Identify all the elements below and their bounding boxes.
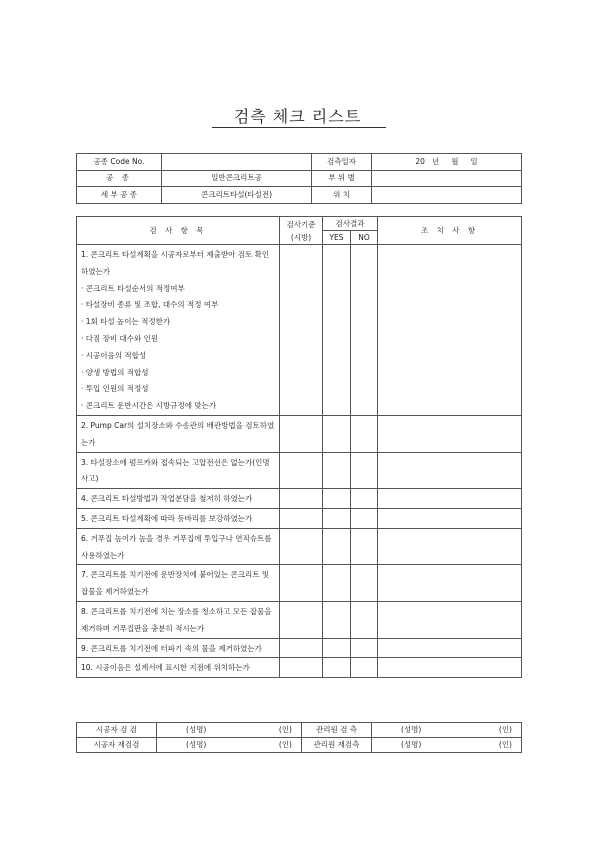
item-line: 1. 콘크리트 타설계획을 시공자로부터 제출받아 검토 확인하였는가 xyxy=(81,250,270,276)
yes-cell[interactable] xyxy=(323,565,351,602)
table-row xyxy=(77,245,522,416)
item-line: · 콘크리트 타설순서의 적정여부 xyxy=(81,283,185,293)
table-row xyxy=(77,508,522,528)
action-cell[interactable] xyxy=(378,658,522,678)
date-year: 20 xyxy=(415,156,425,166)
no-cell[interactable] xyxy=(351,489,378,509)
action-cell[interactable] xyxy=(378,601,522,638)
item-line: · 타설장비 종류 및 조합, 대수의 적정 여부 xyxy=(81,300,219,310)
location-label: 위 치 xyxy=(312,187,372,204)
sign-table xyxy=(76,722,522,753)
name-label: (성명) xyxy=(401,725,422,734)
yes-cell[interactable] xyxy=(323,508,351,528)
no-cell[interactable] xyxy=(351,452,378,489)
action-cell[interactable] xyxy=(378,638,522,658)
criteria-cell[interactable] xyxy=(280,601,323,638)
table-row xyxy=(77,415,522,452)
item-line: · 시공이음의 적합성 xyxy=(81,350,147,360)
header-result: 검사결과 xyxy=(323,217,378,231)
no-cell[interactable] xyxy=(351,415,378,452)
no-cell[interactable] xyxy=(351,601,378,638)
header-criteria-line1: 검사기준 xyxy=(286,219,316,229)
supervisor-reinspect-label: 관리원 재검측 xyxy=(302,738,372,753)
yes-cell[interactable] xyxy=(323,658,351,678)
no-cell[interactable] xyxy=(351,658,378,678)
action-cell[interactable] xyxy=(378,508,522,528)
work-value: 일반콘크리트공 xyxy=(162,170,312,187)
yes-cell[interactable] xyxy=(323,415,351,452)
criteria-cell[interactable] xyxy=(280,245,323,416)
criteria-cell[interactable] xyxy=(280,489,323,509)
date-value[interactable] xyxy=(372,154,522,171)
stamp-label: (인) xyxy=(498,740,512,749)
criteria-cell[interactable] xyxy=(280,508,323,528)
item-line: 6. 거푸집 높이가 높을 경우 거푸집에 투입구나 연직슈트를 사용하였는가 xyxy=(81,533,272,560)
header-yes: YES xyxy=(323,231,351,245)
stamp-label: (인) xyxy=(498,725,512,734)
supervisor-reinspect-sign[interactable] xyxy=(372,738,522,753)
detail-value: 콘크리트타설(타설전) xyxy=(162,187,312,204)
yes-cell[interactable] xyxy=(323,245,351,416)
action-cell[interactable] xyxy=(378,452,522,489)
action-cell[interactable] xyxy=(378,528,522,565)
no-cell[interactable] xyxy=(351,245,378,416)
action-cell[interactable] xyxy=(378,245,522,416)
table-row xyxy=(77,452,522,489)
header-criteria-line2: (시방) xyxy=(290,232,312,242)
item-line: 8. 콘크리트를 치기전에 치는 장소를 청소하고 모든 잡물을 제거하며 거푸집판을 충분히 적시는가 xyxy=(81,606,272,633)
supervisor-inspect-label: 관리원 검 측 xyxy=(302,723,372,738)
work-label: 공 종 xyxy=(77,170,162,187)
header-items: 검 사 항 목 xyxy=(77,217,280,245)
item-line: 10. 시공이음은 설계서에 표시한 지점에 위치하는가 xyxy=(81,663,250,673)
criteria-cell[interactable] xyxy=(280,658,323,678)
criteria-cell[interactable] xyxy=(280,565,323,602)
item-text xyxy=(77,415,280,452)
name-label: (성명) xyxy=(401,740,422,749)
item-text xyxy=(77,528,280,565)
item-text xyxy=(77,638,280,658)
code-value[interactable] xyxy=(162,154,312,171)
item-text xyxy=(77,489,280,509)
date-year-unit: 년 xyxy=(432,156,440,166)
item-text xyxy=(77,658,280,678)
page-title: 검측 체크 리스트 xyxy=(233,107,362,126)
name-label: (성명) xyxy=(186,725,207,734)
date-label: 검측일자 xyxy=(312,154,372,171)
part-value[interactable] xyxy=(372,170,522,187)
criteria-cell[interactable] xyxy=(280,415,323,452)
item-line: 3. 타설장소에 펌프카와 접속되는 고압전선은 없는가(인명사고) xyxy=(81,457,270,484)
criteria-cell[interactable] xyxy=(280,452,323,489)
table-row xyxy=(77,638,522,658)
item-line: 2. Pump Car의 설치장소와 수송관의 배관방법을 검토하였는가 xyxy=(81,420,275,447)
contractor-inspect-sign[interactable] xyxy=(157,723,302,738)
contractor-reinspect-sign[interactable] xyxy=(157,738,302,753)
code-label: 공종 Code No. xyxy=(77,154,162,171)
yes-cell[interactable] xyxy=(323,489,351,509)
name-label: (성명) xyxy=(186,740,207,749)
yes-cell[interactable] xyxy=(323,452,351,489)
stamp-label: (인) xyxy=(278,725,292,734)
info-table xyxy=(76,153,522,204)
date-month-unit: 월 xyxy=(451,156,459,166)
action-cell[interactable] xyxy=(378,415,522,452)
yes-cell[interactable] xyxy=(323,601,351,638)
yes-cell[interactable] xyxy=(323,638,351,658)
header-no: NO xyxy=(351,231,378,245)
item-line: · 양생 방법의 적합성 xyxy=(81,367,149,377)
item-line: · 다짐 장비 대수와 인원 xyxy=(81,333,159,343)
no-cell[interactable] xyxy=(351,528,378,565)
location-value[interactable] xyxy=(372,187,522,204)
item-text xyxy=(77,565,280,602)
item-line: 9. 콘크리트를 치기전에 터파기 속의 물을 제거하였는가 xyxy=(81,643,262,653)
no-cell[interactable] xyxy=(351,565,378,602)
header-action: 조 치 사 항 xyxy=(378,217,522,245)
contractor-inspect-label: 시공자 검 검 xyxy=(77,723,157,738)
table-row xyxy=(77,528,522,565)
item-text xyxy=(77,601,280,638)
contractor-reinspect-label: 시공자 재검검 xyxy=(77,738,157,753)
item-line: · 1회 타설 높이는 적정한가 xyxy=(81,317,171,327)
table-row xyxy=(77,601,522,638)
stamp-label: (인) xyxy=(278,740,292,749)
no-cell[interactable] xyxy=(351,508,378,528)
table-row xyxy=(77,658,522,678)
item-line: 5. 콘크리트 타설계획에 따라 동바리를 보강하였는가 xyxy=(81,513,253,523)
item-line: 7. 콘크리트를 치기전에 운반장치에 붙어있는 콘크리트 및 잡물을 제거하였는가 xyxy=(81,570,270,597)
item-line: · 투입 인원의 적정성 xyxy=(81,384,149,394)
criteria-cell[interactable] xyxy=(280,638,323,658)
part-label: 부 위 별 xyxy=(312,170,372,187)
criteria-cell[interactable] xyxy=(280,528,323,565)
header-criteria xyxy=(280,217,323,245)
no-cell[interactable] xyxy=(351,638,378,658)
item-text xyxy=(77,245,280,416)
item-line: · 콘크리트 운반시간은 시방규정에 맞는가 xyxy=(81,401,217,411)
item-text xyxy=(77,452,280,489)
detail-label: 세 부 공 종 xyxy=(77,187,162,204)
action-cell[interactable] xyxy=(378,489,522,509)
table-row xyxy=(77,489,522,509)
action-cell[interactable] xyxy=(378,565,522,602)
checklist-table xyxy=(76,216,522,678)
yes-cell[interactable] xyxy=(323,528,351,565)
table-row xyxy=(77,565,522,602)
supervisor-inspect-sign[interactable] xyxy=(372,723,522,738)
date-day-unit: 일 xyxy=(470,156,478,166)
item-text xyxy=(77,508,280,528)
title-underline xyxy=(212,127,386,128)
item-line: 4. 콘크리트 타설방법과 작업분담을 철저히 하였는가 xyxy=(81,494,253,504)
